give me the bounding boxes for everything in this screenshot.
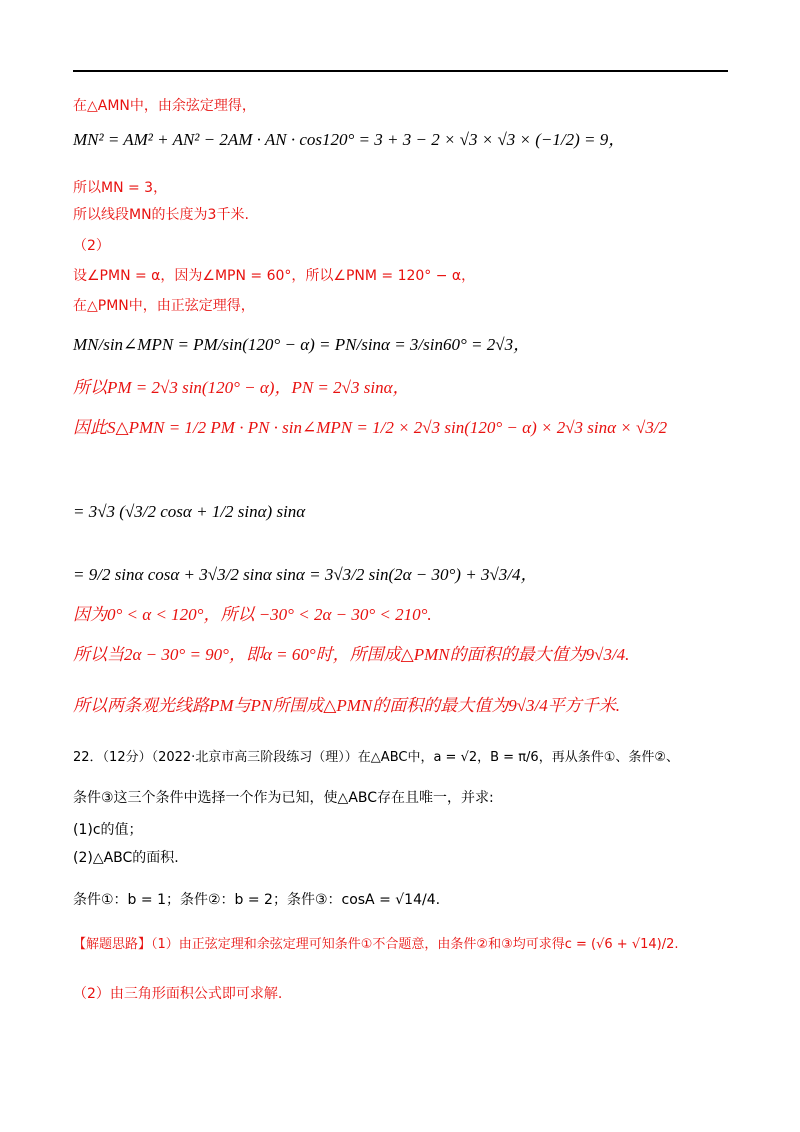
question-line (73, 848, 179, 868)
hint-line (73, 935, 679, 955)
text-line-1: 在△AMN中，由余弦定理得， (73, 98, 256, 114)
formula-line (73, 565, 538, 585)
text-line-7: 在△PMN中，由正弦定理得， (73, 298, 255, 314)
text-line (73, 178, 167, 198)
header-rule (73, 70, 728, 72)
text-line (73, 96, 256, 116)
text-line-10: 因此S△PMN = 1/2 PM · PN · sin∠MPN = 1/2 × 2√3 sin(120° − α) × 2√3 sinα × √3/2 (73, 418, 668, 437)
text-line-12: = 9/2 sinα cosα + 3√3/2 sinα sinα = 3√3/2 sin(2α − 30°) + 3√3/4， (73, 565, 538, 584)
text-line (73, 266, 475, 286)
text-line (73, 205, 249, 225)
formula-line (73, 130, 625, 150)
text-line-22: （2）由三角形面积公式即可求解. (73, 986, 283, 1002)
text-line-6: 设∠PMN = α，因为∠MPN = 60°，所以∠PNM = 120° − α， (73, 268, 476, 284)
text-line-17: 条件③这三个条件中选择一个作为已知，使△ABC存在且唯一，并求: (73, 790, 494, 806)
hint-line (73, 984, 282, 1004)
text-line (73, 296, 255, 316)
question-line (73, 788, 494, 808)
text-line-3: 所以MN = 3， (73, 180, 168, 196)
text-line-20: 条件①：b = 1；条件②：b = 2；条件③：cosA = √14/4. (73, 892, 441, 908)
text-line-5: （2） (73, 238, 110, 254)
text-line-11: = 3√3 (√3/2 cosα + 1/2 sinα) sinα (73, 502, 306, 521)
formula-line (73, 335, 530, 355)
text-line-4: 所以线段MN的长度为3千米. (73, 207, 249, 223)
text-line-9: 所以PM = 2√3 sin(120° − α)，PN = 2√3 sinα， (73, 378, 410, 397)
question-line (73, 820, 143, 840)
text-line (73, 605, 432, 625)
text-line-8: MN/sin∠MPN = PM/sin(120° − α) = PN/sinα = 3/sin60° = 2√3， (73, 335, 531, 354)
text-line (73, 236, 110, 256)
formula-line (73, 418, 667, 438)
text-line-14: 所以当2α − 30° = 90°，即α = 60°时，所围成△PMN的面积的最大值为9√3/4. (73, 645, 630, 664)
text-line (73, 645, 629, 665)
text-line (73, 696, 620, 716)
text-line-13: 因为0° < α < 120°，所以 −30° < 2α − 30° < 210°. (73, 605, 432, 624)
text-line-15: 所以两条观光线路PM与PN所围成△PMN的面积的最大值为9√3/4平方千米. (73, 696, 621, 715)
text-line-16: 22．（12分）（2022·北京市高三阶段练习（理））在△ABC中，a = √2，B = π/6，再从条件①、条件②、 (73, 750, 679, 765)
formula-line (73, 502, 305, 522)
text-line-2: MN² = AM² + AN² − 2AM · AN · cos120° = 3 + 3 − 2 × √3 × √3 × (−1/2) = 9， (73, 130, 626, 149)
text-line-19: (2)△ABC的面积. (73, 850, 179, 866)
text-line-21: 【解题思路】（1）由正弦定理和余弦定理可知条件①不合题意，由条件②和③均可求得c = (√6 + √14)/2. (73, 937, 679, 952)
text-line-18: (1)c的值； (73, 822, 143, 838)
question-line (73, 748, 679, 768)
question-line (73, 890, 440, 910)
text-line (73, 378, 410, 398)
